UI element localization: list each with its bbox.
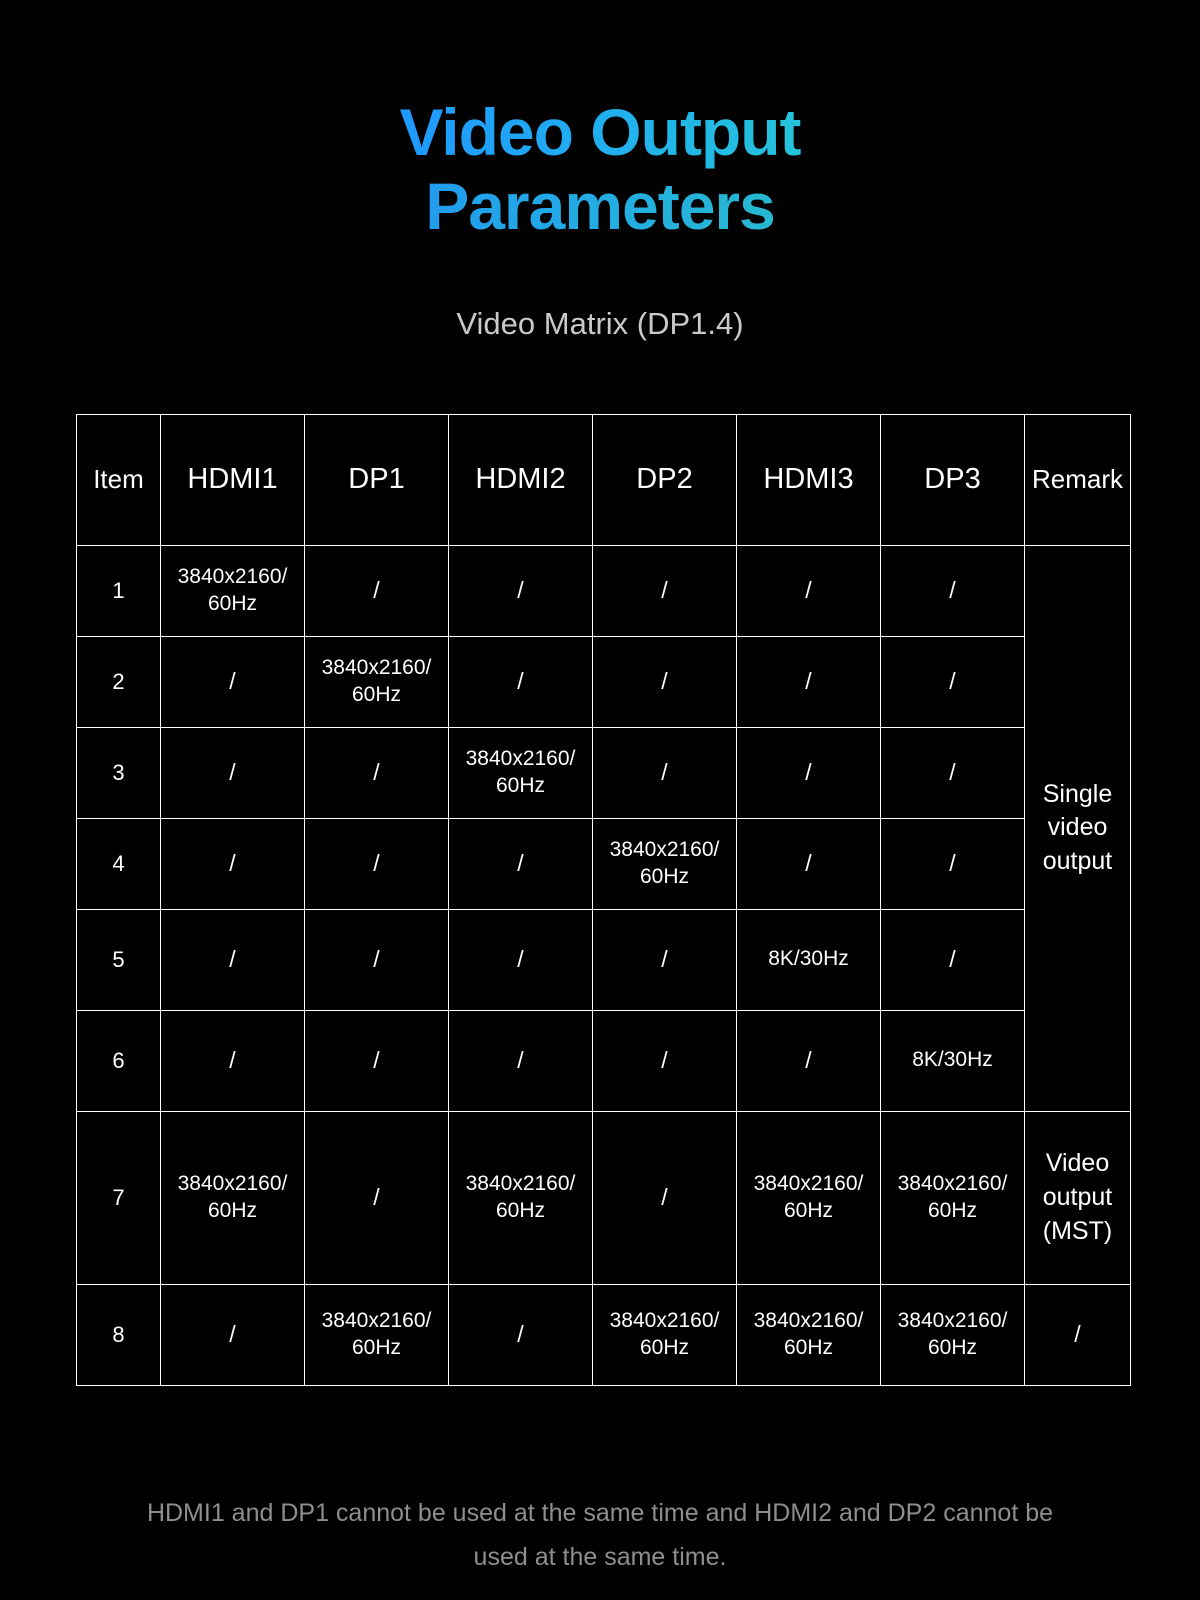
page-title-line-1: Video Output (0, 96, 1200, 170)
cell-item: 8 (77, 1284, 161, 1385)
table-header-row (77, 414, 1131, 545)
page-title-line-2: Parameters (0, 170, 1200, 244)
cell-dp2: / (593, 636, 737, 727)
cell-item: 7 (77, 1111, 161, 1284)
cell-hdmi2: 3840x2160/ 60Hz (449, 727, 593, 818)
cell-dp1: / (305, 1010, 449, 1111)
column-header-remark: Remark (1025, 414, 1131, 545)
cell-dp3: / (881, 636, 1025, 727)
table-row (77, 545, 1131, 636)
cell-hdmi3: / (737, 636, 881, 727)
cell-hdmi1: / (161, 818, 305, 909)
cell-remark-single-video-output: Single video output (1025, 545, 1131, 1111)
column-header-dp3: DP3 (881, 414, 1025, 545)
cell-dp3: / (881, 818, 1025, 909)
cell-dp3: / (881, 727, 1025, 818)
cell-hdmi3: 3840x2160/ 60Hz (737, 1284, 881, 1385)
column-header-hdmi2: HDMI2 (449, 414, 593, 545)
cell-item: 3 (77, 727, 161, 818)
cell-dp1: / (305, 1111, 449, 1284)
cell-dp1: / (305, 818, 449, 909)
column-header-hdmi3: HDMI3 (737, 414, 881, 545)
cell-dp1: 3840x2160/ 60Hz (305, 1284, 449, 1385)
page-subtitle: Video Matrix (DP1.4) (456, 305, 744, 341)
cell-dp3: 3840x2160/ 60Hz (881, 1284, 1025, 1385)
cell-dp2: 3840x2160/ 60Hz (593, 1284, 737, 1385)
video-matrix-table-wrapper (76, 414, 1124, 1386)
cell-item: 6 (77, 1010, 161, 1111)
table-row (77, 1010, 1131, 1111)
cell-dp3: / (881, 545, 1025, 636)
table-row (77, 636, 1131, 727)
cell-dp2: / (593, 727, 737, 818)
cell-item: 4 (77, 818, 161, 909)
cell-dp3: 3840x2160/ 60Hz (881, 1111, 1025, 1284)
table-row (77, 1111, 1131, 1284)
column-header-dp2: DP2 (593, 414, 737, 545)
cell-hdmi3: 3840x2160/ 60Hz (737, 1111, 881, 1284)
cell-hdmi1: / (161, 1284, 305, 1385)
table-header (77, 414, 1131, 545)
cell-dp2: / (593, 1111, 737, 1284)
cell-hdmi1: / (161, 909, 305, 1010)
table-row (77, 1284, 1131, 1385)
page-title (0, 0, 1200, 244)
cell-hdmi1: 3840x2160/ 60Hz (161, 545, 305, 636)
cell-dp3: 8K/30Hz (881, 1010, 1025, 1111)
cell-hdmi1: / (161, 636, 305, 727)
cell-hdmi1: / (161, 727, 305, 818)
cell-dp1: / (305, 727, 449, 818)
column-header-item: Item (77, 414, 161, 545)
cell-remark: / (1025, 1284, 1131, 1385)
footnote-text: HDMI1 and DP1 cannot be used at the same time and HDMI2 and DP2 cannot be used at the same time. (146, 1498, 1054, 1571)
cell-hdmi2: / (449, 818, 593, 909)
cell-hdmi2: / (449, 1284, 593, 1385)
table-row (77, 727, 1131, 818)
cell-hdmi2: / (449, 1010, 593, 1111)
cell-dp3: / (881, 909, 1025, 1010)
cell-dp2: / (593, 1010, 737, 1111)
cell-hdmi2: / (449, 636, 593, 727)
column-header-hdmi1: HDMI1 (161, 414, 305, 545)
cell-hdmi3: / (737, 1010, 881, 1111)
table-row (77, 909, 1131, 1010)
cell-hdmi3: / (737, 818, 881, 909)
cell-dp2: / (593, 909, 737, 1010)
cell-item: 1 (77, 545, 161, 636)
cell-hdmi3: / (737, 727, 881, 818)
cell-hdmi3: 8K/30Hz (737, 909, 881, 1010)
cell-hdmi2: / (449, 545, 593, 636)
cell-hdmi1: 3840x2160/ 60Hz (161, 1111, 305, 1284)
cell-item: 2 (77, 636, 161, 727)
cell-hdmi2: 3840x2160/ 60Hz (449, 1111, 593, 1284)
cell-item: 5 (77, 909, 161, 1010)
cell-hdmi1: / (161, 1010, 305, 1111)
cell-dp2: 3840x2160/ 60Hz (593, 818, 737, 909)
column-header-dp1: DP1 (305, 414, 449, 545)
table-body (77, 545, 1131, 1385)
cell-dp1: 3840x2160/ 60Hz (305, 636, 449, 727)
cell-remark-video-output-mst: Video output (MST) (1025, 1111, 1131, 1284)
cell-dp1: / (305, 909, 449, 1010)
table-row (77, 818, 1131, 909)
cell-dp1: / (305, 545, 449, 636)
cell-hdmi2: / (449, 909, 593, 1010)
video-matrix-table (76, 414, 1131, 1386)
cell-hdmi3: / (737, 545, 881, 636)
cell-dp2: / (593, 545, 737, 636)
